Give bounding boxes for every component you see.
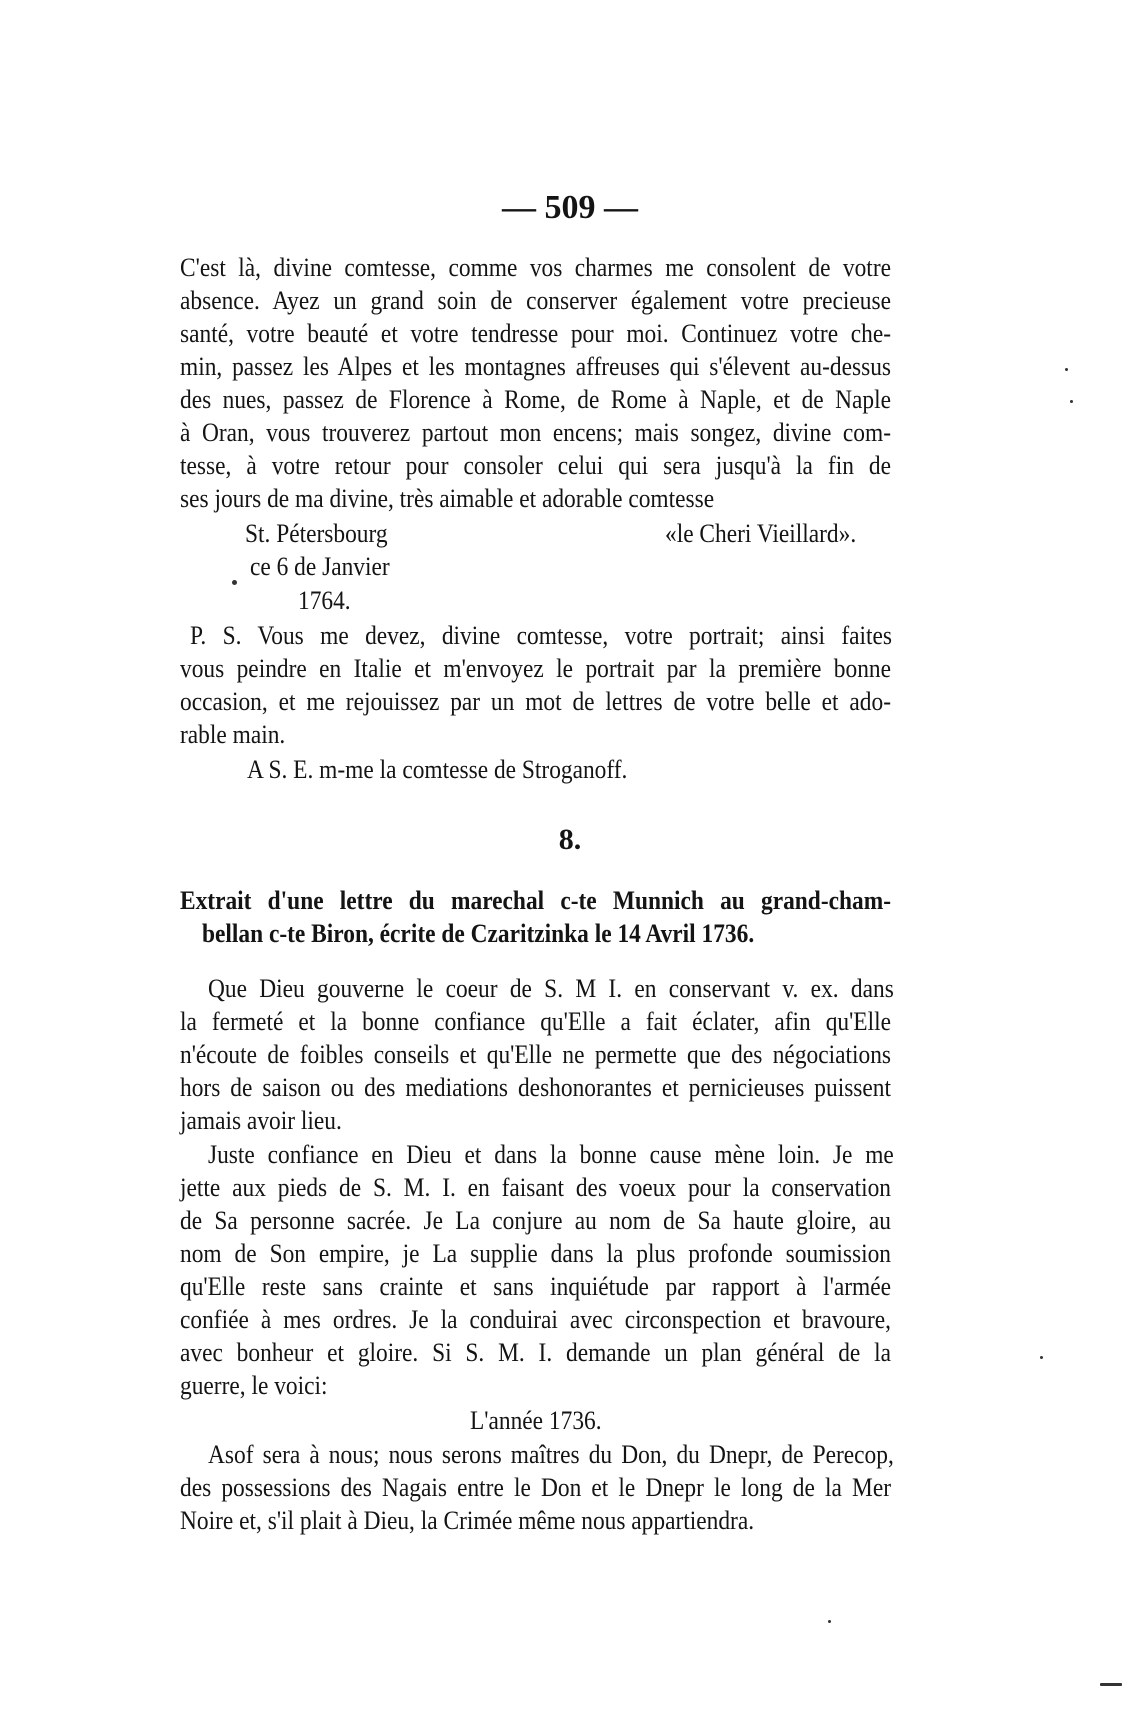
text-line: Asof sera à nous; nous serons maîtres du Don, du Dnepr, de Perecop, (208, 1440, 894, 1469)
scan-mark (1100, 1683, 1122, 1686)
dateline-year: 1764. (298, 586, 351, 615)
text-line: n'écoute de foibles conseils et qu'Elle ne permette que des négociations (180, 1040, 891, 1069)
text-line: occasion, et me rejouissez par un mot de lettres de votre belle et ado- (180, 687, 891, 716)
text-line: hors de saison ou des mediations deshonorantes et pernicieuses puissent (180, 1073, 891, 1102)
text-line: jette aux pieds de S. M. I. en faisant des voeux pour la conservation (180, 1173, 891, 1202)
letter-address: A S. E. m-me la comtesse de Stroganoff. (247, 755, 628, 784)
text-line: C'est là, divine comtesse, comme vos charmes me consolent de votre (180, 253, 891, 282)
dateline-date: ce 6 de Janvier (250, 552, 390, 581)
text-line: min, passez les Alpes et les montagnes affreuses qui s'élevent au-dessus (180, 352, 891, 381)
text-line: P. S. Vous me devez, divine comtesse, votre portrait; ainsi faites (190, 621, 892, 650)
text-line: de Sa personne sacrée. Je La conjure au nom de Sa haute gloire, au (180, 1206, 891, 1235)
text-line: Que Dieu gouverne le coeur de S. M I. en conservant v. ex. dans (208, 974, 894, 1003)
text-line: la fermeté et la bonne confiance qu'Elle a fait éclater, afin qu'Elle (180, 1007, 891, 1036)
text-line: absence. Ayez un grand soin de conserver également votre precieuse (180, 286, 891, 315)
scan-speck (828, 1620, 831, 1623)
page-number: — 509 — (502, 189, 638, 226)
scan-speck (1040, 1356, 1043, 1359)
scan-speck (1065, 368, 1068, 371)
section-heading-line: Extrait d'une lettre du marechal c-te Munnich au grand-cham- (180, 886, 891, 915)
text-line: Noire et, s'il plait à Dieu, la Crimée même nous appartiendra. (180, 1506, 755, 1535)
text-line: des nues, passez de Florence à Rome, de Rome à Naple, et de Naple (180, 385, 891, 414)
text-line: des possessions des Nagais entre le Don et le Dnepr le long de la Mer (180, 1473, 891, 1502)
text-line: qu'Elle reste sans crainte et sans inquiétude par rapport à l'armée (180, 1272, 891, 1301)
text-line: Juste confiance en Dieu et dans la bonne cause mène loin. Je me (208, 1140, 894, 1169)
year-heading: L'année 1736. (470, 1406, 602, 1435)
scan-speck (232, 580, 237, 585)
scan-speck (1070, 400, 1073, 403)
text-line: jamais avoir lieu. (180, 1106, 342, 1135)
text-line: santé, votre beauté et votre tendresse pour moi. Continuez votre che- (180, 319, 891, 348)
dateline-place: St. Pétersbourg (245, 519, 388, 548)
text-line: vous peindre en Italie et m'envoyez le portrait par la première bonne (180, 654, 891, 683)
text-line: ses jours de ma divine, très aimable et adorable comtesse (180, 484, 715, 513)
section-number: 8. (558, 823, 582, 856)
section-heading-line: bellan c-te Biron, écrite de Czaritzinka le 14 Avril 1736. (202, 919, 755, 948)
letter-signature: «le Cheri Vieillard». (665, 519, 857, 548)
text-line: guerre, le voici: (180, 1371, 328, 1400)
text-line: tesse, à votre retour pour consoler celui qui sera jusqu'à la fin de (180, 451, 891, 480)
text-line: rable main. (180, 720, 286, 749)
text-line: nom de Son empire, je La supplie dans la plus profonde soumission (180, 1239, 891, 1268)
text-line: avec bonheur et gloire. Si S. M. I. demande un plan général de la (180, 1338, 891, 1367)
text-line: confiée à mes ordres. Je la conduirai avec circonspection et bravoure, (180, 1305, 891, 1334)
text-line: à Oran, vous trouverez partout mon encens; mais songez, divine com- (180, 418, 891, 447)
